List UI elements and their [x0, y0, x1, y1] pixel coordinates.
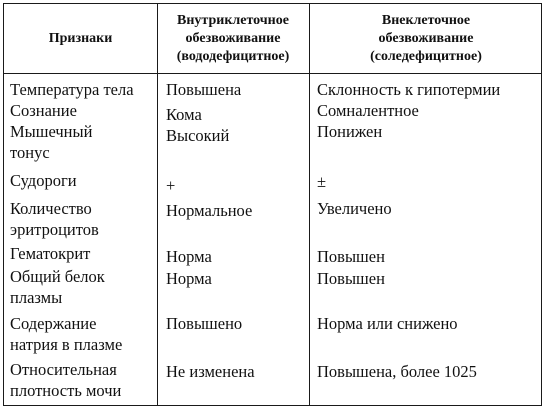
row-6-intracellular: Норма	[166, 247, 212, 266]
row-1-sign-line-1: Температура тела	[10, 80, 134, 99]
row-4-sign	[10, 171, 77, 192]
row-5-sign-line-2: эритроцитов	[10, 219, 99, 239]
row-4-intracellular: +	[166, 176, 176, 195]
header-intracellular	[157, 12, 309, 66]
row-8-extracellular: Норма или снижено	[317, 314, 458, 333]
header-signs-text: Признаки	[48, 31, 113, 46]
row-3-sign	[10, 122, 92, 163]
row-1-intracellular: Повышена	[166, 80, 242, 99]
row-4-extracellular: ±	[317, 172, 327, 191]
header-intracellular-line-3: (вододефицитное)	[176, 49, 290, 64]
header-intracellular-line-1: Внутриклеточное	[177, 13, 289, 28]
row-7-extracellular: Повышен	[317, 269, 385, 288]
row-6-extracellular: Повышен	[317, 247, 385, 266]
row-8-intracellular: Повышено	[166, 314, 243, 333]
row-1-sign	[10, 80, 134, 101]
header-signs	[4, 30, 157, 48]
row-2-sign-line-1: Сознание	[10, 101, 77, 120]
row-7-sign	[10, 267, 105, 308]
row-7-sign-line-2: плазмы	[10, 287, 63, 307]
row-5-sign-line-1: Количество	[10, 199, 92, 218]
header-extracellular	[309, 12, 543, 66]
row-7-intracellular: Норма	[166, 269, 212, 288]
row-3-sign-line-2: тонус	[10, 142, 50, 162]
header-extracellular-line-1: Внеклеточное	[381, 13, 471, 28]
row-6-sign	[10, 244, 90, 265]
row-9-intracellular: Не изменена	[166, 362, 255, 381]
row-8-sign-line-2: натрия в плазме	[10, 334, 123, 354]
row-3-sign-line-1: Мышечный	[10, 122, 93, 141]
row-8-sign	[10, 314, 122, 355]
comparison-table	[3, 3, 542, 406]
row-6-sign-line-1: Гематокрит	[10, 244, 91, 263]
row-4-sign-line-1: Судороги	[10, 171, 77, 190]
row-9-sign-line-1: Относительная	[10, 360, 117, 379]
row-7-sign-line-1: Общий белок	[10, 267, 105, 286]
row-5-sign	[10, 199, 99, 240]
row-5-intracellular: Нормальное	[166, 201, 253, 220]
row-9-sign	[10, 360, 121, 401]
row-3-extracellular: Понижен	[317, 122, 383, 141]
row-3-intracellular: Высокий	[166, 126, 230, 145]
header-intracellular-line-2: обезвоживание	[185, 31, 281, 46]
header-extracellular-line-3: (соледефицитное)	[370, 49, 482, 64]
row-5-extracellular: Увеличено	[317, 199, 392, 218]
row-2-sign	[10, 101, 77, 122]
row-1-extracellular: Склонность к гипотермии	[317, 80, 501, 99]
row-8-sign-line-1: Содержание	[10, 314, 97, 333]
header-extracellular-line-2: обезвоживание	[378, 31, 474, 46]
header-divider	[4, 73, 541, 74]
row-2-intracellular: Кома	[166, 105, 202, 124]
row-9-sign-line-2: плотность мочи	[10, 380, 122, 400]
row-2-extracellular: Сомналентное	[317, 101, 419, 120]
row-9-extracellular: Повышена, более 1025	[317, 362, 477, 381]
